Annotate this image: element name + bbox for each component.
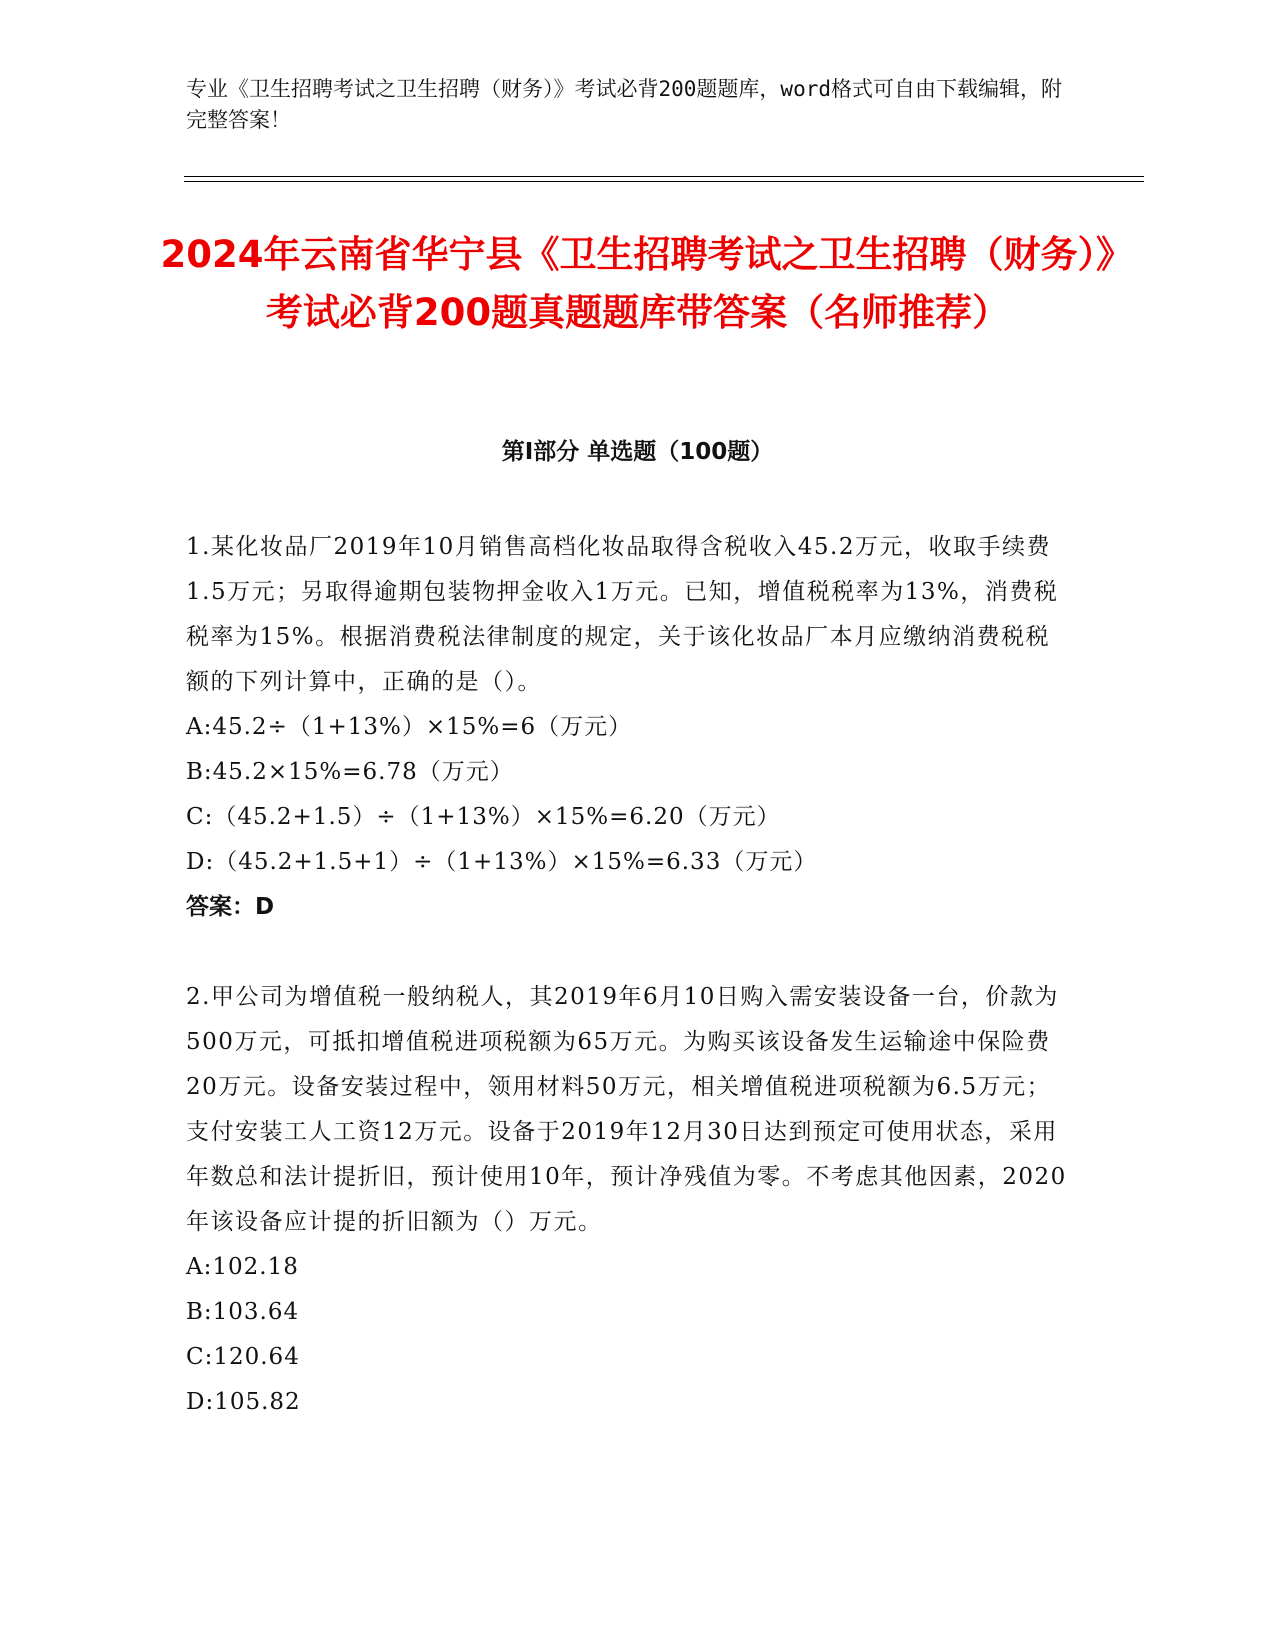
section-heading: 第I部分 单选题（100题）	[501, 439, 774, 465]
option-d: D:（45.2+1.5+1）÷（1+13%）×15%=6.33（万元）	[186, 849, 818, 875]
header-note: 专业《卫生招聘考试之卫生招聘（财务）》考试必背200题题库，word格式可自由下载编辑，附完整答案！	[186, 77, 1062, 132]
document-title: 2024年云南省华宁县《卫生招聘考试之卫生招聘（财务）》考试必背200题真题题库带答案（名师推荐）	[160, 233, 1115, 334]
option-c: C:（45.2+1.5）÷（1+13%）×15%=6.20（万元）	[186, 804, 781, 830]
question-stem: 1.某化妆品厂2019年10月销售高档化妆品取得含税收入45.2万元，收取手续费1.5万元；另取得逾期包装物押金收入1万元。已知，增值税税率为13%，消费税税率为15%。根据消费税法律制度的规定，关于该化妆品厂本月应缴纳消费税税额的下列计算中，正确的是（）。	[186, 534, 1059, 695]
header-divider-top	[184, 176, 1144, 177]
header-divider-bottom	[184, 181, 1144, 182]
answer: 答案：D	[186, 894, 275, 920]
question-stem: 2.甲公司为增值税一般纳税人，其2019年6月10日购入需安装设备一台，价款为500万元，可抵扣增值税进项税额为65万元。为购买该设备发生运输途中保险费20万元。设备安装过程中，领用材料50万元，相关增值税进项税额为6.5万元；支付安装工人工资12万元。设备于2019年12月30日达到预定可使用状态，采用年数总和法计提折旧，预计使用10年，预计净残值为零。不考虑其他因素，2020年该设备应计提的折旧额为（）万元。	[186, 984, 1067, 1235]
option-b: B:103.64	[186, 1299, 300, 1325]
option-a: A:45.2÷（1+13%）×15%=6（万元）	[186, 714, 633, 740]
question-1	[186, 525, 1071, 930]
question-2	[186, 975, 1071, 1425]
option-c: C:120.64	[186, 1344, 300, 1370]
option-b: B:45.2×15%=6.78（万元）	[186, 759, 514, 785]
option-a: A:102.18	[186, 1254, 299, 1280]
option-d: D:105.82	[186, 1389, 301, 1415]
